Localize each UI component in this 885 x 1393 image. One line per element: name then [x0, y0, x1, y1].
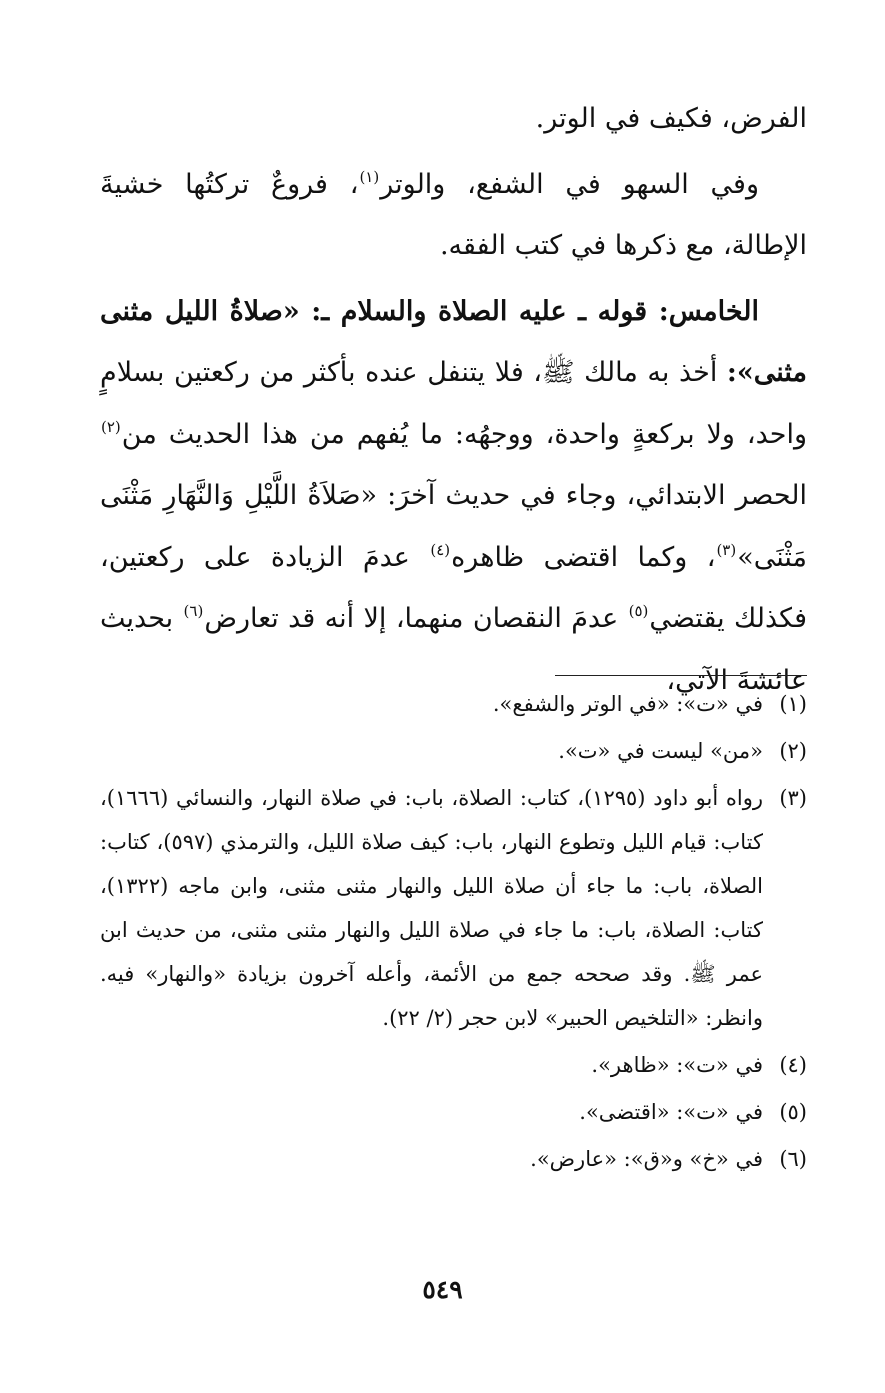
paragraph-3-lead: الخامس: قوله ـ عليه الصلاة والسلام ـ: «صلاةُ الليل مثنى مثنى»:: [100, 295, 807, 388]
footnote-number: (٦): [779, 1147, 807, 1171]
footnote-text: في «ت»: «في الوتر والشفع».: [492, 692, 763, 716]
paragraph-3-text-e: عدمَ النقصان منهما، إلا أنه قد تعارض: [204, 603, 628, 634]
footnotes: [100, 682, 807, 1184]
footnote-number: (٢): [779, 739, 807, 763]
footnote-3: [100, 776, 807, 1040]
footnote-number: (٣): [779, 786, 807, 810]
footnote-separator: [555, 675, 807, 676]
paragraph-3-text-f: بحديث عائشةَ الآتي،: [100, 603, 807, 696]
page-number: ٥٤٩: [422, 1275, 463, 1304]
footnote-1: [100, 682, 807, 726]
paragraph-3-text-b: الحصر الابتدائي، وجاء في حديث آخرَ: «صَلاَةُ اللَّيْلِ وَالنَّهَارِ مَثْنَى مَثْنَى»: [100, 480, 807, 573]
footnote-text: في «خ» و«ق»: «عارض».: [530, 1147, 763, 1171]
footnote-text: في «ت»: «اقتضى».: [579, 1100, 763, 1124]
paragraph-2-text-a: وفي السهو في الشفع، والوتر: [380, 168, 759, 200]
paragraph-3: [100, 281, 807, 712]
paragraph-3-text-a: أخذ به مالك ﷺ، فلا يتنفل عنده بأكثر من ركعتين بسلامٍ واحد، ولا بركعةٍ واحدة، ووجهُه: ما يُفهم من هذا الحديث من: [100, 357, 807, 450]
footnote-5: [100, 1090, 807, 1134]
footnote-6: [100, 1137, 807, 1181]
paragraph-3-text-d: عدمَ الزيادة على ركعتين، فكذلك يقتضي: [100, 541, 807, 634]
paragraph-2-text-b: ، فروعٌ تركتُها خشيةَ الإطالة، مع ذكرها في كتب الفقه.: [100, 168, 807, 261]
paragraph-1-text: الفرض، فكيف في الوتر.: [535, 103, 807, 134]
footnote-ref-3[interactable]: (٣): [716, 540, 737, 559]
footnote-4: [100, 1043, 807, 1087]
paragraph-2: [100, 154, 807, 277]
footnote-ref-2[interactable]: (٢): [101, 417, 121, 436]
footnote-ref-6[interactable]: (٦): [183, 602, 204, 620]
footnote-text: في «ت»: «ظاهر».: [591, 1053, 763, 1077]
paragraph-1: [100, 88, 807, 150]
footnote-text: رواه أبو داود (١٢٩٥)، كتاب: الصلاة، باب: في صلاة النهار، والنسائي (١٦٦٦)، كتاب: قيام الليل وتطوع النهار، باب: كيف صلاة الليل، والترمذي (٥٩٧)، كتاب: الصلاة، باب: ما جاء أن صلاة الليل والنهار مثنى مثنى، وابن ماجه (١٣٢٢)، كتاب: الصلاة، باب: ما جاء في صلاة الليل والنهار مثنى مثنى، من حديث ابن عمر ﷺ. وقد صححه جمع من الأئمة، وأعله آخرون بزيادة «والنهار» فيه. وانظر: «التلخيص الحبير» لابن حجر (٢/ ٢٢).: [100, 786, 763, 1030]
footnote-number: (٤): [779, 1053, 807, 1077]
footnote-2: [100, 729, 807, 773]
footnote-ref-5[interactable]: (٥): [628, 602, 649, 620]
paragraph-3-text-c: ، وكما اقتضى ظاهره: [451, 541, 716, 573]
footnote-text: «من» ليست في «ت».: [558, 739, 763, 763]
footnote-ref-1[interactable]: (١): [359, 167, 380, 186]
main-text: [100, 88, 807, 715]
footnote-number: (١): [779, 692, 807, 716]
footnote-number: (٥): [779, 1100, 807, 1124]
footnote-ref-4[interactable]: (٤): [430, 540, 451, 559]
